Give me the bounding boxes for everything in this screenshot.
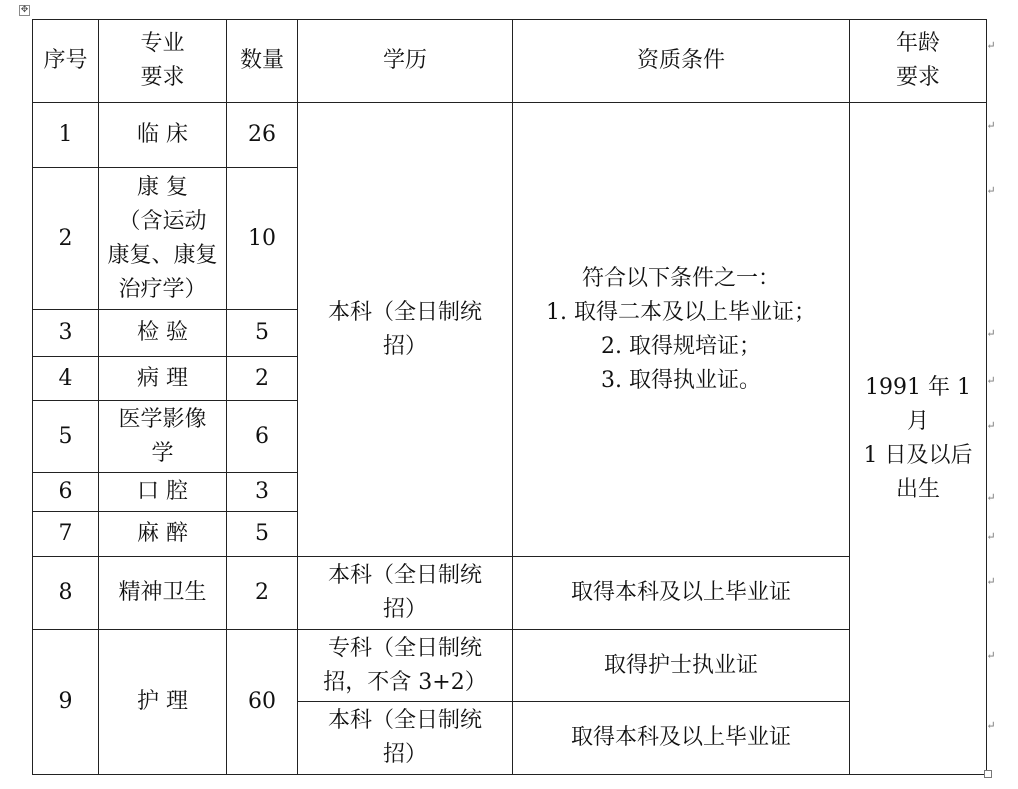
cell-major: 麻 醉: [99, 512, 227, 557]
cell-edu-group: 本科（全日制统 招）: [298, 103, 513, 557]
cell-major: 精神卫生: [99, 557, 227, 630]
cell-major: 临 床: [99, 103, 227, 168]
cell-major: 病 理: [99, 357, 227, 401]
cell-qual: 取得本科及以上毕业证: [513, 557, 850, 630]
header-qual: 资质条件: [513, 20, 850, 103]
table-row: [33, 103, 987, 168]
cell-seq: 1: [33, 103, 99, 168]
row-end-mark-icon: ↵: [986, 719, 996, 732]
header-major: 专业 要求: [99, 20, 227, 103]
cell-major: 康 复 （含运动 康复、康复 治疗学）: [99, 168, 227, 310]
cell-seq: 4: [33, 357, 99, 401]
cell-major: 口 腔: [99, 473, 227, 512]
cell-edu: 本科（全日制统 招）: [298, 702, 513, 775]
cell-seq: 7: [33, 512, 99, 557]
cell-seq: 6: [33, 473, 99, 512]
cell-count: 3: [227, 473, 298, 512]
header-seq: 序号: [33, 20, 99, 103]
qual-intro: 符合以下条件之一：: [581, 265, 780, 291]
table-move-handle-icon[interactable]: ✥: [20, 5, 29, 15]
cell-count: 6: [227, 401, 298, 473]
row-end-mark-icon: ↵: [986, 530, 996, 543]
header-age: 年龄 要求: [850, 20, 987, 103]
qual-item: 1. 取得二本及以上毕业证；: [546, 299, 816, 325]
row-end-mark-icon: ↵: [986, 327, 996, 340]
cell-seq: 2: [33, 168, 99, 310]
table-row: [33, 557, 987, 630]
cell-count: 2: [227, 357, 298, 401]
cell-seq: 8: [33, 557, 99, 630]
header-row: [33, 20, 987, 103]
cell-count: 2: [227, 557, 298, 630]
cell-count: 10: [227, 168, 298, 310]
cell-qual: 取得护士执业证: [513, 630, 850, 702]
header-edu: 学历: [298, 20, 513, 103]
header-count: 数量: [227, 20, 298, 103]
cell-seq: 3: [33, 310, 99, 357]
recruitment-table: [32, 19, 987, 775]
row-end-mark-icon: ↵: [986, 39, 996, 52]
table-row: [33, 630, 987, 702]
cell-count: 5: [227, 310, 298, 357]
cell-edu: 本科（全日制统 招）: [298, 557, 513, 630]
qual-item: 3. 取得执业证。: [601, 367, 761, 393]
row-end-mark-icon: ↵: [986, 374, 996, 387]
row-end-mark-icon: ↵: [986, 575, 996, 588]
cell-major: 医学影像 学: [99, 401, 227, 473]
cell-major: 护 理: [99, 630, 227, 775]
cell-count: 60: [227, 630, 298, 775]
row-end-mark-icon: ↵: [986, 119, 996, 132]
cell-count: 26: [227, 103, 298, 168]
row-end-mark-icon: ↵: [986, 491, 996, 504]
row-end-mark-icon: ↵: [986, 649, 996, 662]
table-resize-handle-icon[interactable]: [984, 770, 992, 778]
cell-age: 1991 年 1 月 1 日及以后 出生: [850, 103, 987, 775]
cell-edu: 专科（全日制统 招，不含 3+2）: [298, 630, 513, 702]
cell-seq: 9: [33, 630, 99, 775]
row-end-mark-icon: ↵: [986, 184, 996, 197]
cell-seq: 5: [33, 401, 99, 473]
cell-qual: 取得本科及以上毕业证: [513, 702, 850, 775]
row-end-mark-icon: ↵: [986, 419, 996, 432]
qual-item: 2. 取得规培证；: [601, 333, 761, 359]
cell-major: 检 验: [99, 310, 227, 357]
cell-count: 5: [227, 512, 298, 557]
cell-qual-group: [513, 103, 850, 557]
